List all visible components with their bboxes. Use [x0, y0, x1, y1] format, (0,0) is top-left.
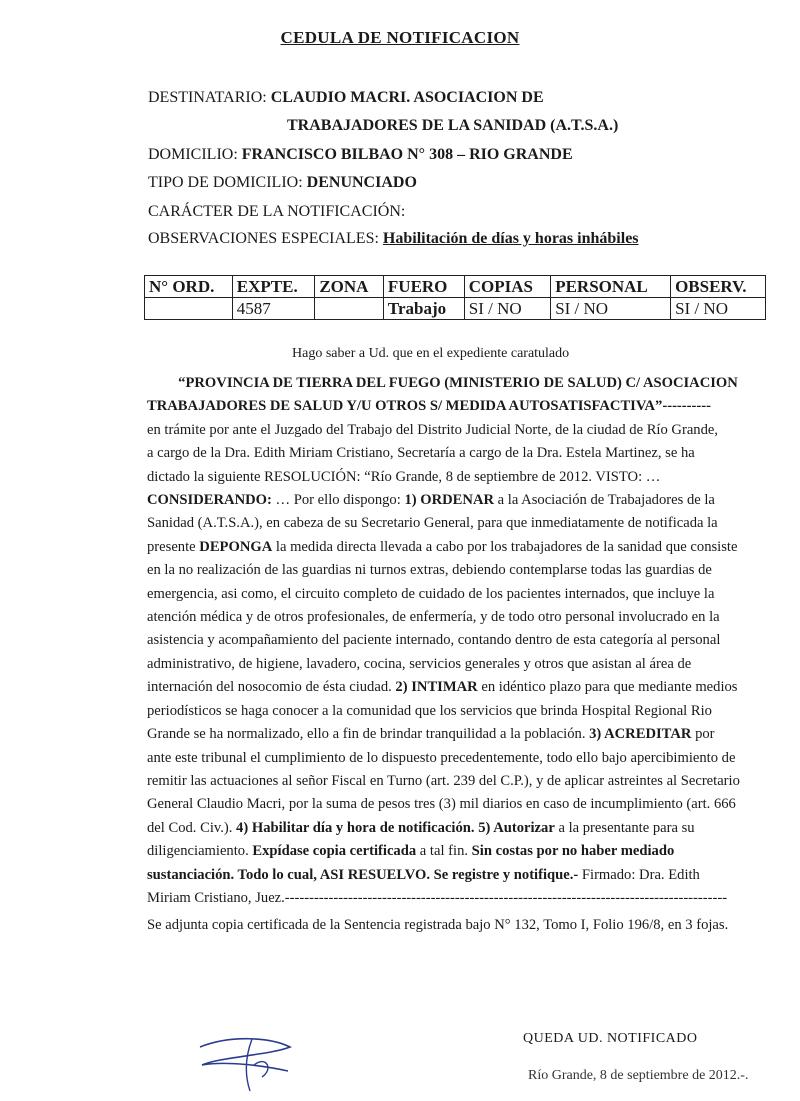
body-segment: a tal fin. [416, 843, 472, 860]
body-segment: … Por ello dispongo: [271, 492, 405, 509]
tipo-domicilio-value: DENUNCIADO [306, 174, 417, 191]
body-line: asistencia y acompañamiento del paciente internado, contando dentro de esta categoría al personal [147, 632, 721, 649]
table-header-row [145, 276, 766, 298]
deponga-text: DEPONGA [199, 538, 273, 555]
table-row [145, 298, 766, 320]
resuelvo-text: sustanciación. Todo lo cual, ASI RESUELVO. Se registre y notifique.- [147, 866, 579, 883]
closing-text: QUEDA UD. NOTIFICADO [523, 1031, 698, 1046]
domicilio-value: FRANCISCO BILBAO N° 308 – RIO GRANDE [241, 146, 573, 163]
domicilio-label: DOMICILIO: [148, 146, 238, 163]
body-segment: a la Asociación de Trabajadores de la [494, 492, 715, 509]
body-line: Miriam Cristiano, Juez.------------------------------------------------------------------------------------------- [147, 889, 728, 906]
body-line: administrativo, de higiene, lavadero, cocina, servicios generales y otros que asistan al área de [147, 655, 692, 672]
expidase-text: Expídase copia certificada [252, 843, 417, 860]
destinatario-value-cont: TRABAJADORES DE LA SANIDAD (A.T.S.A.) [287, 117, 619, 134]
cell-copias: SI / NO [464, 298, 550, 320]
cell-nro-orden [145, 298, 233, 320]
body-segment: Grande se ha normalizado, ello a fin de brindar tranquilidad a la población. [147, 726, 590, 743]
col-header-observ: OBSERV. [671, 276, 766, 298]
domicilio-row [148, 145, 573, 165]
col-header-fuero: FUERO [383, 276, 464, 298]
col-header-zona: ZONA [315, 276, 384, 298]
body-line [147, 723, 769, 746]
col-header-nro-orden: N° ORD. [145, 276, 233, 298]
body-line: dictado la siguiente RESOLUCIÓN: “Río Grande, 8 de septiembre de 2012. VISTO: … [147, 468, 661, 485]
signature-icon [190, 1025, 300, 1095]
body-segment: internación del nosocomio de ésta ciudad. [147, 679, 396, 696]
body-line [147, 817, 769, 840]
tipo-domicilio-label: TIPO DE DOMICILIO: [148, 174, 303, 191]
body-line [147, 864, 769, 887]
considerando-text: CONSIDERANDO: [147, 492, 272, 509]
body-line: General Claudio Macri, por la suma de pesos tres (3) mil diarios en caso de incumplimiento (art. 666 [147, 796, 736, 813]
body-segment: diligenciamiento. [147, 843, 253, 860]
body-line [147, 536, 769, 559]
cell-observ: SI / NO [671, 298, 766, 320]
body-segment: en idéntico plazo para que mediante medios [477, 679, 738, 696]
acreditar-text: 3) ACREDITAR [589, 726, 692, 743]
body-line: en la no realización de las guardias ni turnos extras, debiendo contemplarse todas las guardias de [147, 562, 712, 579]
col-header-personal: PERSONAL [551, 276, 671, 298]
intro-text: Hago saber a Ud. que en el expediente caratulado [292, 346, 570, 361]
body-line: ante este tribunal el cumplimiento de lo dispuesto precedentemente, todo ello bajo apercibimiento de [147, 749, 736, 766]
destinatario-label: DESTINATARIO: [148, 89, 267, 106]
case-title-line-1: “PROVINCIA DE TIERRA DEL FUEGO (MINISTERIO DE SALUD) C/ ASOCIACION [178, 375, 738, 391]
body-line: en trámite por ante el Juzgado del Trabajo del Distrito Judicial Norte, de la ciudad de Río Grande, [147, 421, 719, 438]
cell-zona [315, 298, 384, 320]
cell-expte: 4587 [232, 298, 315, 320]
intimar-text: 2) INTIMAR [395, 679, 478, 696]
destinatario-value: CLAUDIO MACRI. ASOCIACION DE [270, 89, 544, 106]
col-header-expte: EXPTE. [232, 276, 315, 298]
page-title: CEDULA DE NOTIFICACION [280, 28, 520, 47]
cell-fuero: Trabajo [383, 298, 464, 320]
body-line: a cargo de la Dra. Edith Miriam Cristiano, Secretaría a cargo de la Dra. Estela Martinez, se ha [147, 445, 695, 462]
body-line [147, 676, 769, 699]
sin-costas-text: Sin costas por no haber mediado [471, 843, 675, 860]
tipo-domicilio-row [148, 173, 417, 193]
body-line: atención médica y de otros profesionales, de enfermería, y de todo otro personal involucrado en la [147, 609, 720, 626]
body-line: emergencia, asi como, el circuito completo de cuidado de los pacientes internados, que incluye la [147, 585, 715, 602]
body-line: periodísticos se haga conocer a la comunidad que los servicios que brinda Hospital Regional Rio [147, 702, 712, 719]
expediente-table [144, 275, 766, 320]
ordenar-text: 1) ORDENAR [404, 492, 495, 509]
body-segment: por [691, 726, 715, 743]
body-line: Sanidad (A.T.S.A.), en cabeza de su Secretario General, para que inmediatamente de notificada la [147, 515, 718, 532]
body-line: remitir las actuaciones al señor Fiscal en Turno (art. 239 del C.P.), y de aplicar astreintes al Secretario [147, 772, 740, 789]
destinatario-row [148, 88, 544, 108]
cell-personal: SI / NO [551, 298, 671, 320]
body-segment: Firmado: Dra. Edith [578, 866, 700, 883]
body-segment: a la presentante para su [554, 819, 695, 836]
body-segment: del Cod. Civ.). [147, 819, 237, 836]
body-line [147, 489, 769, 512]
observaciones-row [148, 229, 639, 249]
case-title-line-2: TRABAJADORES DE SALUD Y/U OTROS S/ MEDIDA AUTOSATISFACTIVA”---------- [147, 398, 711, 415]
observaciones-value: Habilitación de días y horas inhábiles [382, 230, 639, 247]
caracter-row [148, 202, 405, 222]
body-segment: presente [147, 538, 200, 555]
habilitar-text: 4) Habilitar día y hora de notificación. 5) Autorizar [236, 819, 555, 836]
observaciones-label: OBSERVACIONES ESPECIALES: [148, 230, 379, 247]
place-date: Río Grande, 8 de septiembre de 2012.-. [528, 1068, 749, 1083]
caracter-label: CARÁCTER DE LA NOTIFICACIÓN: [148, 203, 406, 220]
col-header-copias: COPIAS [464, 276, 550, 298]
body-line [147, 840, 769, 863]
attachment-note: Se adjunta copia certificada de la Sentencia registrada bajo N° 132, Tomo I, Folio 196/8, en 3 fojas. [147, 917, 729, 934]
body-segment: la medida directa llevada a cabo por los trabajadores de la sanidad que consiste [272, 538, 738, 555]
resolution-body [147, 372, 769, 938]
